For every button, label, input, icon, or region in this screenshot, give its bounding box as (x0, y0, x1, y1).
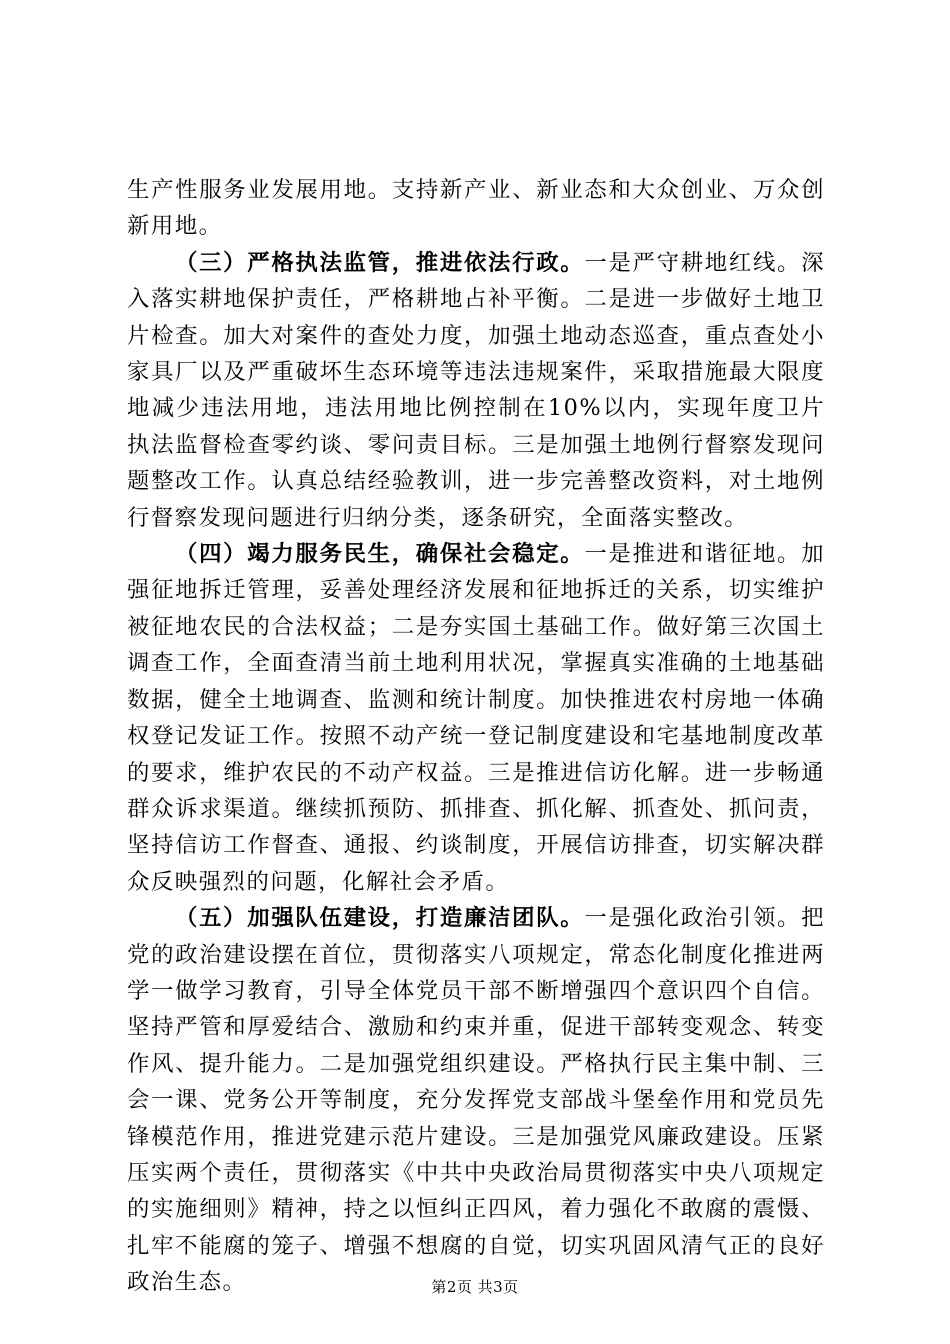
document-body (127, 172, 825, 1301)
paragraph-section-3 (127, 245, 825, 536)
paragraph-text: 生产性服务业发展用地。支持新产业、新业态和大众创业、万众创新用地。 (127, 177, 825, 240)
paragraph-continuation (127, 172, 825, 245)
paragraph-text: 一是严守耕地红线。深入落实耕地保护责任，严格耕地占补平衡。二是进一步做好土地卫片检查。加大对案件的查处力度，加强土地动态巡查，重点查处小家具厂以及严重破坏生态环境等违法违规案件，采取措施最大限度地减少违法用地，违法用地比例控制在10%以内，实现年度卫片执法监督检查零约谈、零问责目标。三是加强土地例行督察发现问题整改工作。认真总结经验教训，进一步完善整改资料，对土地例行督察发现问题进行归纳分类，逐条研究，全面落实整改。 (127, 249, 826, 531)
section-heading: （四）竭力服务民生，确保社会稳定。 (175, 541, 585, 568)
paragraph-text: 一是推进和谐征地。加强征地拆迁管理，妥善处理经济发展和征地拆迁的关系，切实维护被征地农民的合法权益；二是夯实国土基础工作。做好第三次国土调查工作，全面查清当前土地利用状况，掌握真实准确的土地基础数据，健全土地调查、监测和统计制度。加快推进农村房地一体确权登记发证工作。按照不动产统一登记制度建设和宅基地制度改革的要求，维护农民的不动产权益。三是推进信访化解。进一步畅通群众诉求渠道。继续抓预防、抓排查、抓化解、抓查处、抓问责，坚持信访工作督查、通报、约谈制度，开展信访排查，切实解决群众反映强烈的问题，化解社会矛盾。 (127, 541, 826, 895)
page-number: 第2页 共3页 (431, 1278, 519, 1296)
paragraph-section-4 (127, 536, 825, 900)
paragraph-text: 一是强化政治引领。把党的政治建设摆在首位，贯彻落实八项规定，常态化制度化推进两学一做学习教育，引导全体党员干部不断增强四个意识四个自信。坚持严管和厚爱结合、激励和约束并重，促进干部转变观念、转变作风、提升能力。二是加强党组织建设。严格执行民主集中制、三会一课、党务公开等制度，充分发挥党支部战斗堡垒作用和党员先锋模范作用，推进党建示范片建设。三是加强党风廉政建设。压紧压实两个责任，贯彻落实《中共中央政治局贯彻落实中央八项规定的实施细则》精神，持之以恒纠正四风，着力强化不敢腐的震慑、扎牢不能腐的笼子、增强不想腐的自觉，切实巩固风清气正的良好政治生态。 (127, 905, 826, 1296)
page-footer (0, 1276, 950, 1297)
paragraph-section-5 (127, 900, 825, 1300)
section-heading: （三）严格执法监管，推进依法行政。 (175, 249, 585, 276)
section-heading: （五）加强队伍建设，打造廉洁团队。 (175, 905, 585, 932)
